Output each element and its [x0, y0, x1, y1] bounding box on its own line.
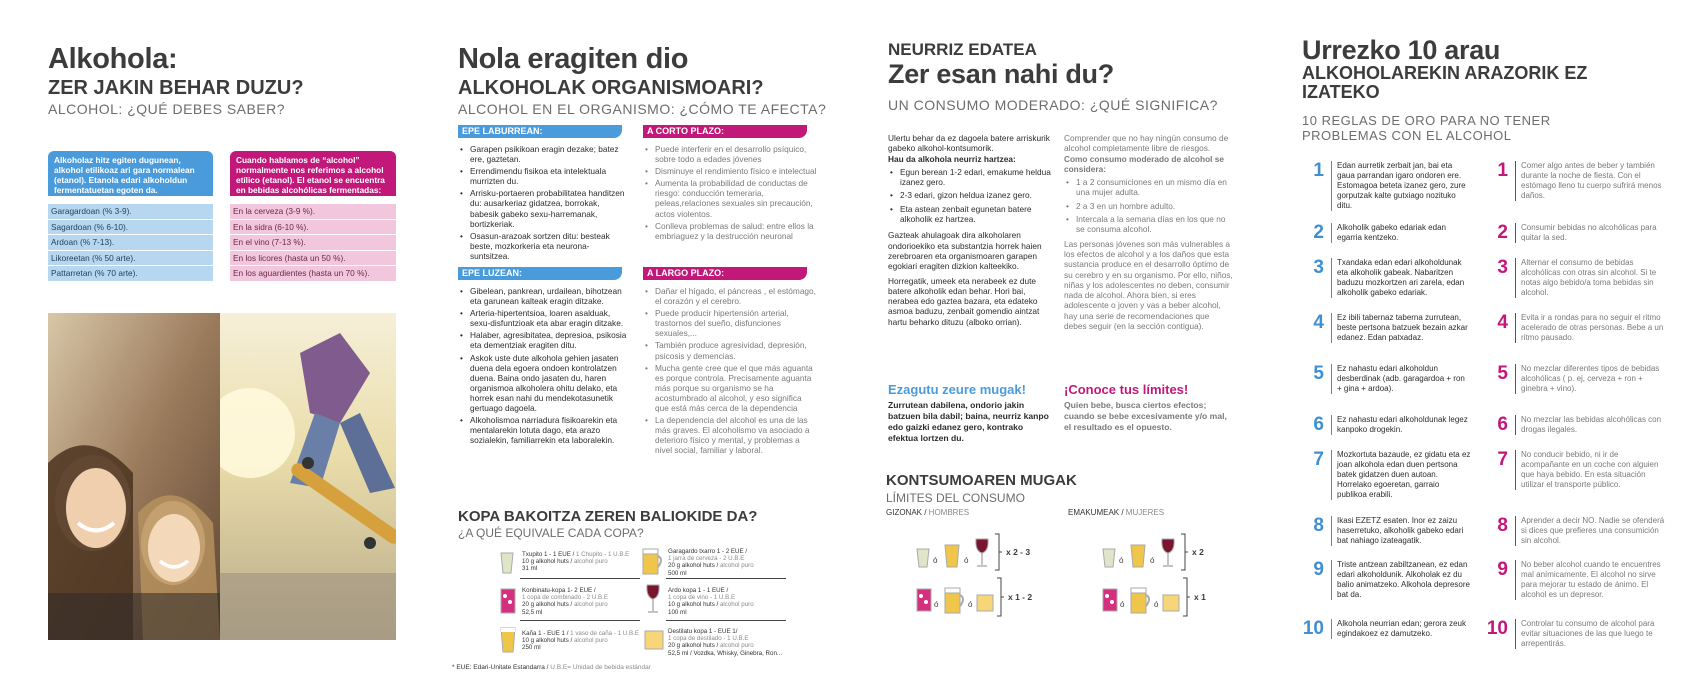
- rule-number: 7: [1313, 449, 1324, 470]
- cocktail-glass-icon: [916, 588, 932, 612]
- consumption-limits-title: KONTSUMOAREN MUGAK: [886, 472, 1077, 489]
- column-moderate-drinking: [840, 0, 1270, 680]
- page-subtitle: ZER JAKIN BEHAR DUZU?: [48, 77, 304, 99]
- list-item: En la sidra (6-10 %).: [230, 220, 396, 235]
- list-item: • Puede producir hipertensión arterial, trastornos del sueño, disfunciones sexuales,...: [645, 308, 817, 338]
- rule-number: 3: [1313, 257, 1324, 278]
- rule-text-eu: Ikasi EZETZ esaten. Inor ez zaizu haserretuko, alkoholik gabeko edari bat nahiago izateagatik.: [1331, 516, 1471, 546]
- short-term-list-es: [645, 144, 817, 243]
- rule-number: 5: [1497, 363, 1508, 384]
- section-title: Nola eragiten dio: [458, 43, 689, 75]
- rule-text-es: No beber alcohol cuando te encuentres mal anímicamente. El alcohol no sirve para mejorar tu estado de ánimo. El alcohol es un depresor.: [1515, 560, 1667, 600]
- rule-number: 2: [1313, 222, 1324, 243]
- rule-number: 2: [1497, 222, 1508, 243]
- tag-short-term-eu: EPE LABURREAN:: [458, 125, 622, 138]
- rule-text-es: No conducir bebido, ni ir de acompañante en un coche con alguien que haya bebido. En esta situación utilizar el transporte público.: [1515, 450, 1667, 490]
- list-item: • Conlleva problemas de salud: entre ellos la embriaguez y la destrucción neuronal: [645, 221, 817, 241]
- rule-number: 3: [1497, 257, 1508, 278]
- multiplier: x 2 - 3: [1006, 547, 1031, 557]
- rule-text-eu: Ez nahastu edari alkoholdunak legez kanpoko drogekin.: [1331, 415, 1471, 435]
- rule-number: 10: [1302, 618, 1324, 639]
- list-item: • 1 a 2 consumiciones en un mismo día en una mujer adulta.: [1064, 177, 1234, 198]
- list-item: • Mucha gente cree que el que más aguanta es porque controla. Precisamente aguanta más porque su organismo se ha acostumbrado al alcohol, y eso significa que está más cerca de la dependencia: [645, 363, 817, 413]
- list-item: • Dañar el hígado, el páncreas , el estómago, el corazón y el cerebro.: [645, 286, 817, 306]
- list-item: • Aumenta la probabilidad de conductas de riesgo: conducción temeraria, peleas,relaciones sexuales sin precaución, actos violentos.: [645, 178, 817, 218]
- footnote: * EUE: Edari-Unitate Estandarra / U.B.E= Unidad de bebida estándar: [452, 664, 651, 671]
- rule-text-eu: Alkoholik gabeko edariak edan egarria kentzeko.: [1331, 223, 1471, 243]
- limits-heading-eu: Ezagutu zeure mugak!: [888, 382, 1026, 397]
- list-item: Pattarretan (% 70 arte).: [48, 266, 213, 281]
- intro-box-es: Cuando hablamos de “alcohol” normalmente nos referimos a alcohol etílico (etanol). El etanol se encuentra en bebidas alcohólicas fermentadas:: [230, 151, 396, 196]
- women-label: EMAKUMEAK / MUJERES: [1068, 508, 1165, 517]
- rule-text-eu: Mozkortuta bazaude, ez gidatu eta ez joan alkohola edan duen pertsona batek gidatzen duen autoan. Horrelako egoeretan, garraio publikoa erabili.: [1331, 450, 1471, 500]
- rule-text-es: Alternar el consumo de bebidas alcohólicas con otras sin alcohol. Si te notas algo bebido/a toma bebidas sin alcohol.: [1515, 258, 1667, 298]
- rule-text-es: Comer algo antes de beber y también durante la noche de fiesta. Con el estómago lleno tu cuerpo sufrirá menos daños.: [1515, 161, 1667, 201]
- wine-glass-icon: [645, 584, 661, 614]
- cocktail-glass-icon: [1102, 588, 1118, 612]
- list-item: • Gibelean, pankrean, urdailean, bihotzean eta garunean kalteak eragin ditzake.: [460, 286, 628, 306]
- list-item: • Egun berean 1-2 edari, emakume helduа izanez gero.: [888, 167, 1054, 188]
- beer-glass-icon: [500, 627, 516, 653]
- section-subtitle-es: ALCOHOL EN EL ORGANISMO: ¿CÓMO TE AFECTA?: [458, 101, 827, 117]
- beer-jar-icon: [1130, 586, 1152, 614]
- wine-glass-icon: [974, 538, 990, 568]
- multiplier: x 1 - 2: [1008, 592, 1033, 602]
- list-item: Likoreetan (% 50 arte).: [48, 251, 213, 266]
- wine-glass-icon: [1160, 538, 1176, 568]
- list-item: • Arteria-hipertentsioa, loaren asalduak, sexu-disfuntzioak eta abar eragin ditzake.: [460, 308, 628, 328]
- equivalent-beer-jar: Garagardo txarro 1 - 2 EUE / 1 jarra de cerveza - 2 U.B.E 20 g alkohol huts / alcohol puro 500 ml: [668, 548, 754, 577]
- rule-text-eu: Alkohola neurrian edan; gerora zeuk egindakoez ez damutzeko.: [1331, 619, 1471, 639]
- column-effects: [420, 0, 840, 680]
- rule-number: 6: [1313, 414, 1324, 435]
- rule-number: 4: [1313, 312, 1324, 333]
- shot-glass-icon: [1102, 548, 1116, 568]
- rule-number: 8: [1313, 515, 1324, 536]
- divider: [666, 578, 786, 579]
- photo-skateboarder: [220, 313, 396, 640]
- rule-number: 8: [1497, 515, 1508, 536]
- equivalent-beer-glass: Kaña 1 - EUE 1 / 1 vaso de caña - 1 U.B.E 10 g alkohol huts / alcohol puro 250 ml: [522, 630, 639, 652]
- list-item: • Alkoholismoa narriadura fisikoarekin eta mentalarekin lotuta dago, eta arazo sozialekin, familiarrekin eta laboralekin.: [460, 415, 628, 445]
- bracket-icon: [1182, 577, 1190, 617]
- rule-number: 9: [1497, 559, 1508, 580]
- intro-box-eu: Alkoholaz hitz egiten dugunean, alkohol etilikoaz ari gara normalean (etanol). Etanola edari alkoholdun fermentatuetan egoten da.: [48, 151, 213, 196]
- column-what-to-know: [0, 0, 420, 680]
- alcohol-content-list-es: [230, 204, 396, 282]
- tag-short-term-es: A CORTO PLAZO:: [643, 125, 807, 138]
- multiplier: x 2: [1192, 547, 1204, 557]
- equivalent-spirits: Destilatu kopa 1 - EUE 1/ 1 copa de destilado - 1 U.B.E 20 g alkohol huts / alcohol puro 52,5 ml / Vozdka, Whisky, Ginebra, Ron...: [668, 628, 783, 657]
- list-item: • Arrisku-portaeren probabilitatea handitzen du: ausarkeriaz gidatzea, borrokak, babesik gabeko sexu-harremanak, bortizkeriak.: [460, 188, 628, 228]
- list-item: • Askok uste dute alkohola gehien jasaten duena dela egoera ondoen kontrolatzen duena. Baina ondo jasaten du, haren organismoa alkoholera ohitu delako, eta horrek esan nahi du mendekotasunetik gertuago dagoela.: [460, 353, 628, 414]
- shot-glass-icon: [916, 548, 930, 568]
- equivalent-shot: Txupito 1 - 1 EUE / 1 Chupito - 1 U.B.E 10 g alkohol huts / alcohol puro 31 ml: [522, 551, 630, 573]
- rule-number: 5: [1313, 363, 1324, 384]
- short-term-list-eu: [460, 144, 628, 263]
- photo-friends-laughing: [48, 313, 220, 640]
- shot-glass-icon: [500, 552, 514, 574]
- page-subtitle-es: ALCOHOL: ¿QUÉ DEBES SABER?: [48, 101, 286, 117]
- section-subtitle-es: 10 REGLAS DE ORO PARA NO TENER PROBLEMAS CON EL ALCOHOL: [1302, 113, 1551, 143]
- list-item: • Osasun-arazoak sortzen ditu: besteak beste, mozkorkeria eta neurona-suntsitzea.: [460, 231, 628, 261]
- rule-text-es: No mezclar las bebidas alcohólicas con drogas ilegales.: [1515, 415, 1667, 435]
- beer-glass-icon: [1130, 544, 1146, 568]
- beer-jar-icon: [642, 547, 664, 575]
- rule-number: 4: [1497, 312, 1508, 333]
- consumption-limits-title-es: LÍMITES DEL CONSUMO: [886, 491, 1025, 505]
- list-item: • Puede interferir en el desarrollo psíquico, sobre todo a edades jóvenes: [645, 144, 817, 164]
- long-term-list-eu: [460, 286, 628, 447]
- rule-text-eu: Ez nahastu edari alkoholdun desberdinak (adb. garagardoa + ron + gina + ardoa).: [1331, 364, 1471, 394]
- equivalent-cocktail: Konbinatu-kopa 1- 2 EUE / 1 copa de combinado - 2 U.B.E 20 g alkohol huts / alcohol puro 52,5 ml: [522, 587, 608, 616]
- tag-long-term-eu: EPE LUZEAN:: [458, 267, 622, 280]
- rule-text-eu: Ez ibili tabernaz taberna zurrutean, beste pertsona batzuek bezain azkar edanez. Edan patxadaz.: [1331, 313, 1471, 343]
- rule-text-eu: Triste antzean zabiltzanean, ez edan edari alkoholdunik. Alkoholak ez du balio animatzeko. Alkohola depresore bat da.: [1331, 560, 1471, 600]
- women-limits-diagram: ó ó x 2 ó ó x 1: [1102, 530, 1242, 620]
- rule-number: 1: [1497, 160, 1508, 181]
- bracket-icon: [996, 577, 1004, 617]
- bracket-icon: [994, 533, 1002, 571]
- spirits-glass-icon: [644, 630, 664, 650]
- rule-text-es: Controlar tu consumo de alcohol para evitar situaciones de las que luego te arrepentirás.: [1515, 619, 1667, 649]
- divider: [520, 620, 640, 621]
- beer-glass-icon: [944, 544, 960, 568]
- column-golden-rules: [1270, 0, 1683, 680]
- list-item: • Errendimendu fisikoa eta intelektuala murrizten du.: [460, 166, 628, 186]
- beer-jar-icon: [944, 586, 966, 614]
- list-item: • Garapen psikikoan eragin dezake; batez ere, gaztetan.: [460, 144, 628, 164]
- list-item: Ardoan (% 7-13).: [48, 235, 213, 250]
- rule-number: 1: [1313, 160, 1324, 181]
- men-limits-diagram: ó ó x 2 - 3 ó ó x 1 - 2: [916, 530, 1056, 620]
- cup-equivalence-title-es: ¿A QUÉ EQUIVALE CADA COPA?: [458, 526, 644, 540]
- list-item: • Eta astean zenbait egunetan batere alkoholik ez hartzea.: [888, 204, 1054, 225]
- section-kicker: NEURRIZ EDATEA: [888, 40, 1037, 59]
- list-item: • También produce agresividad, depresión, psicosis y demencias.: [645, 340, 817, 360]
- rule-text-es: Consumir bebidas no alcohólicas para quitar la sed.: [1515, 223, 1667, 243]
- rule-text-eu: Edan aurretik zerbait jan, bai eta gaua parrandan igaro ondoren ere. Estomagoa beteta izanez gero, zure gorputzak kalte gutxiago nozituko ditu.: [1331, 161, 1471, 211]
- rule-number: 9: [1313, 559, 1324, 580]
- men-label: GIZONAK / HOMBRES: [886, 508, 970, 517]
- cup-equivalence-title: KOPA BAKOITZA ZEREN BALIOKIDE DA?: [458, 508, 758, 525]
- list-item: • 2-3 edari, gizon heldua izanez gero.: [888, 190, 1054, 200]
- rule-number: 6: [1497, 414, 1508, 435]
- bracket-icon: [1180, 533, 1188, 571]
- limits-text-eu: Zurrutean dabilena, ondorio jakin batzuen bila dabil; baina, neurriz kanpo edo gaizki edanez gero, kontrako efektua lortzen du.: [888, 400, 1049, 443]
- rule-text-es: No mezclar diferentes tipos de bebidas alcohólicas ( p. ej, cerveza + ron + ginebra + vino).: [1515, 364, 1667, 394]
- list-item: • 2 a 3 en un hombre adulto.: [1064, 201, 1234, 211]
- multiplier: x 1: [1194, 592, 1206, 602]
- cocktail-glass-icon: [500, 588, 516, 614]
- section-subtitle-es: UN CONSUMO MODERADO: ¿QUÉ SIGNIFICA?: [888, 97, 1218, 113]
- page-title: Alkohola:: [48, 43, 178, 75]
- spirits-glass-icon: [1162, 594, 1180, 612]
- long-term-list-es: [645, 286, 817, 458]
- rule-text-es: Evita ir a rondas para no seguir el ritmo acelerado de otras personas. Bebe a un ritmo pausado.: [1515, 313, 1667, 343]
- limits-heading-es: ¡Conoce tus límites!: [1064, 382, 1189, 397]
- list-item: En el vino (7-13 %).: [230, 235, 396, 250]
- list-item: En los licores (hasta un 50 %).: [230, 251, 396, 266]
- list-item: • La dependencia del alcohol es una de las más graves. El alcoholismo va asociado a deterioro físico y mental, y problemas a nivel social, familiar y laboral.: [645, 415, 817, 455]
- list-item: En la cerveza (3-9 %).: [230, 204, 396, 219]
- rule-text-es: Aprender a decir NO. Nadie se ofenderá si dices que prefieres una consumición sin alcohol.: [1515, 516, 1667, 546]
- list-item: • Intercala a la semana días en los que no se consuma alcohol.: [1064, 214, 1234, 235]
- spirits-glass-icon: [976, 594, 994, 612]
- divider: [666, 620, 786, 621]
- list-item: • Disminuye el rendimiento físico e intelectual: [645, 166, 817, 176]
- list-item: • Halaber, agresibitatea, depresioa, psikosia eta dementziak eragiten ditu.: [460, 330, 628, 350]
- moderate-text-eu: Ulertu behar da ez dagoela batere arriskurik gabeko alkohol-kontsumorik. Hau da alkohola neurriz hartzea: • Egun berean 1-2 edari, emakume helduа izanez gero. • 2-3 edari, gizon heldua izanez gero. • Eta astean zenbait egunetan batere alkoholik ez hartzea. Gazteak ahulagoak dira alkoholaren ondorioekiko eta substantzia horrek haien zerebroaren eta organismoaren garapen egokiari eragiten dizkion kalteekiko. Horregatik, umeek eta nerabeek ez dute batere alkoholik edan behar. Hori bai, nerabea edo gaztea bazara, eta edateko asmoa baduzu, zenbait gomendio aintzat hartu beharko dituzu (alboko orrian).: [888, 133, 1054, 327]
- rule-number: 10: [1486, 618, 1508, 639]
- section-subtitle: ALKOHOLAREKIN ARAZORIK EZ IZATEKO: [1302, 63, 1588, 102]
- section-subtitle: ALKOHOLAK ORGANISMOARI?: [458, 77, 764, 99]
- equivalent-wine: Ardo kopa 1 - 1 EUE / 1 copa de vino - 1 U.B.E 10 g alkohol huts / alcohol puro 100 ml: [668, 587, 754, 616]
- section-title: Urrezko 10 arau: [1302, 35, 1501, 65]
- rule-number: 7: [1497, 449, 1508, 470]
- section-title: Zer esan nahi du?: [888, 59, 1114, 89]
- list-item: En los aguardientes (hasta un 70 %).: [230, 266, 396, 281]
- rule-text-eu: Txandaka edan edari alkoholdunak eta alkoholik gabeak. Nabaritzen baduzu mozkortzen ari zarela, edan alkoholik gabeko edariak.: [1331, 258, 1471, 298]
- moderate-text-es: Comprender que no hay ningún consumo de alcohol completamente libre de riesgos. Como consumo moderado de alcohol se considera: • 1 a 2 consumiciones en un mismo día en una mujer adulta. • 2 a 3 en un hombre adulto. • Intercala a la semana días en los que no se consuma alcohol. Las personas jóvenes son más vulnerables a los efectos de alcohol y a los daños que esta sustancia produce en el desarrollo óptimo de su cerebro y en su organismo. Por ello, niños, niñas y los adolescentes no deben, consumir nada de alcohol. Ahora bien, si eres adolescente o joven y vas a beber alcohol, hay una serie de recomendaciones que debes seguir (en la sección contigua).: [1064, 133, 1234, 331]
- divider: [520, 578, 640, 579]
- list-item: Garagardoan (% 3-9).: [48, 204, 213, 219]
- alcohol-content-list-eu: [48, 204, 213, 282]
- list-item: Sagardoan (% 6-10).: [48, 220, 213, 235]
- tag-long-term-es: A LARGO PLAZO:: [643, 267, 807, 280]
- limits-text-es: Quien bebe, busca ciertos efectos; cuando se bebe excesivamente y/o mal, el resultado es el opuesto.: [1064, 400, 1227, 432]
